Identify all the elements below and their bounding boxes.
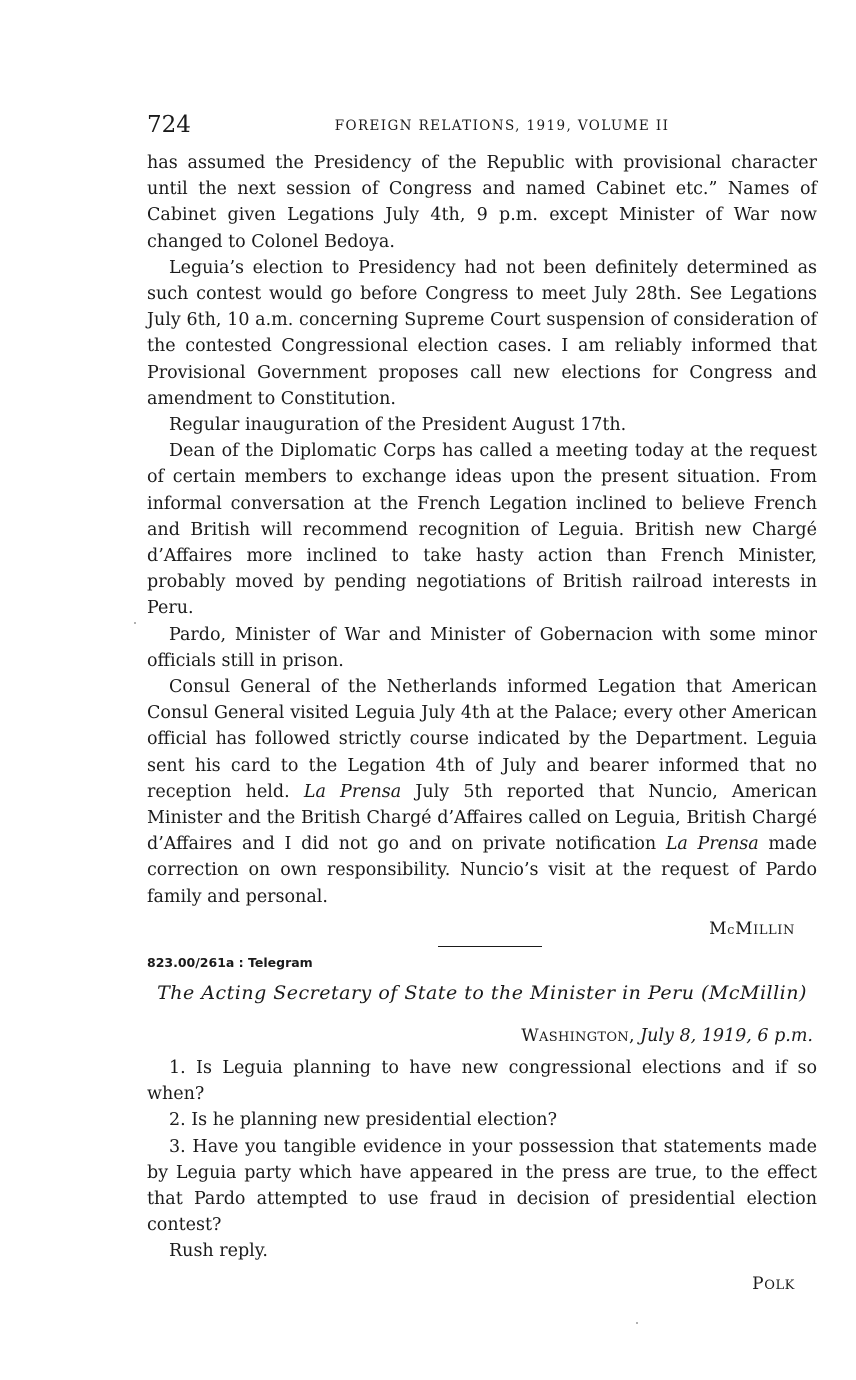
page-number: 724 xyxy=(147,112,191,138)
newspaper-name: La Prensa xyxy=(303,781,402,802)
newspaper-name: La Prensa xyxy=(665,834,759,855)
paragraph-consul-general xyxy=(147,674,817,910)
document-page xyxy=(147,112,817,1297)
document-title: The Acting Secretary of State to the Minister in Peru (McMillin) xyxy=(157,981,807,1004)
running-head xyxy=(147,112,817,142)
text-segment: July 5th reported that Nuncio, American Minister and the British Chargé d’Affaires called on Leguia, British Chargé d’Affaires and I did not go and on private notification xyxy=(147,781,817,855)
file-reference: 823.00/261a : Telegram xyxy=(147,954,313,970)
paragraph-inauguration: Regular inauguration of the President August 17th. xyxy=(169,415,627,436)
letter-mcmillin-body xyxy=(147,150,817,910)
dateline-place: WASHINGTON xyxy=(521,1025,629,1046)
letter-polk-body xyxy=(147,1055,817,1265)
running-title: FOREIGN RELATIONS, 1919, VOLUME II xyxy=(334,118,670,134)
question-2: 2. Is he planning new presidential election? xyxy=(169,1110,557,1131)
question-1: 1. Is Leguia planning to have new congressional elections and if so when? xyxy=(147,1057,817,1105)
text-segment: Consul General of the Netherlands informed Legation that American Consul General visited Leguia July 4th at the Palace; every other American official has followed strictly course indicated by the Department. Leguia sent his card to the Legation 4th of July and bearer informed that no reception held. xyxy=(147,677,817,802)
signature-mcmillin: McMILLIN xyxy=(709,918,795,939)
closing-line: Rush reply. xyxy=(169,1241,268,1262)
paragraph-prisoners: Pardo, Minister of War and Minister of Gobernacion with some minor officials still in prison. xyxy=(147,624,817,671)
scan-speck xyxy=(134,622,136,624)
question-3: 3. Have you tangible evidence in your possession that statements made by Leguia party which have appeared in the press are true, to the effect that Pardo attempted to use fraud in decision of presidential election contest? xyxy=(147,1136,817,1236)
paragraph-election: Leguia’s election to Presidency had not been definitely determined as such contest would go before Congress to meet July 28th. See Legations July 6th, 10 a.m. concerning Supreme Court suspension of consideration of the contested Congressional election cases. I am reliably informed that Provisional Government proposes call new elections for Congress and amendment to Constitution. xyxy=(147,257,817,409)
scan-speck xyxy=(636,1322,638,1324)
signature-polk: POLK xyxy=(752,1273,795,1294)
text-segment: made correction on own responsibility. Nuncio’s visit at the request of Pardo family and personal. xyxy=(147,834,817,907)
dateline: WASHINGTON, July 8, 1919, 6 p.m. xyxy=(521,1025,813,1046)
section-divider xyxy=(438,946,542,947)
dateline-date: July 8, 1919, 6 p.m. xyxy=(640,1025,813,1046)
paragraph-continued: has assumed the Presidency of the Republic with provisional character until the next session of Congress and named Cabinet etc.” Names of Cabinet given Legations July 4th, 9 p.m. except Minister of War now changed to Colonel Bedoya. xyxy=(147,153,817,252)
paragraph-diplomatic-corps: Dean of the Diplomatic Corps has called a meeting today at the request of certain members to exchange ideas upon the present situation. From informal conversation at the French Legation inclined to believe French and British will recommend recognition of Leguia. British new Chargé d’Affaires more inclined to take hasty action than French Minister, probably moved by pending negotiations of British railroad interests in Peru. xyxy=(147,441,817,619)
